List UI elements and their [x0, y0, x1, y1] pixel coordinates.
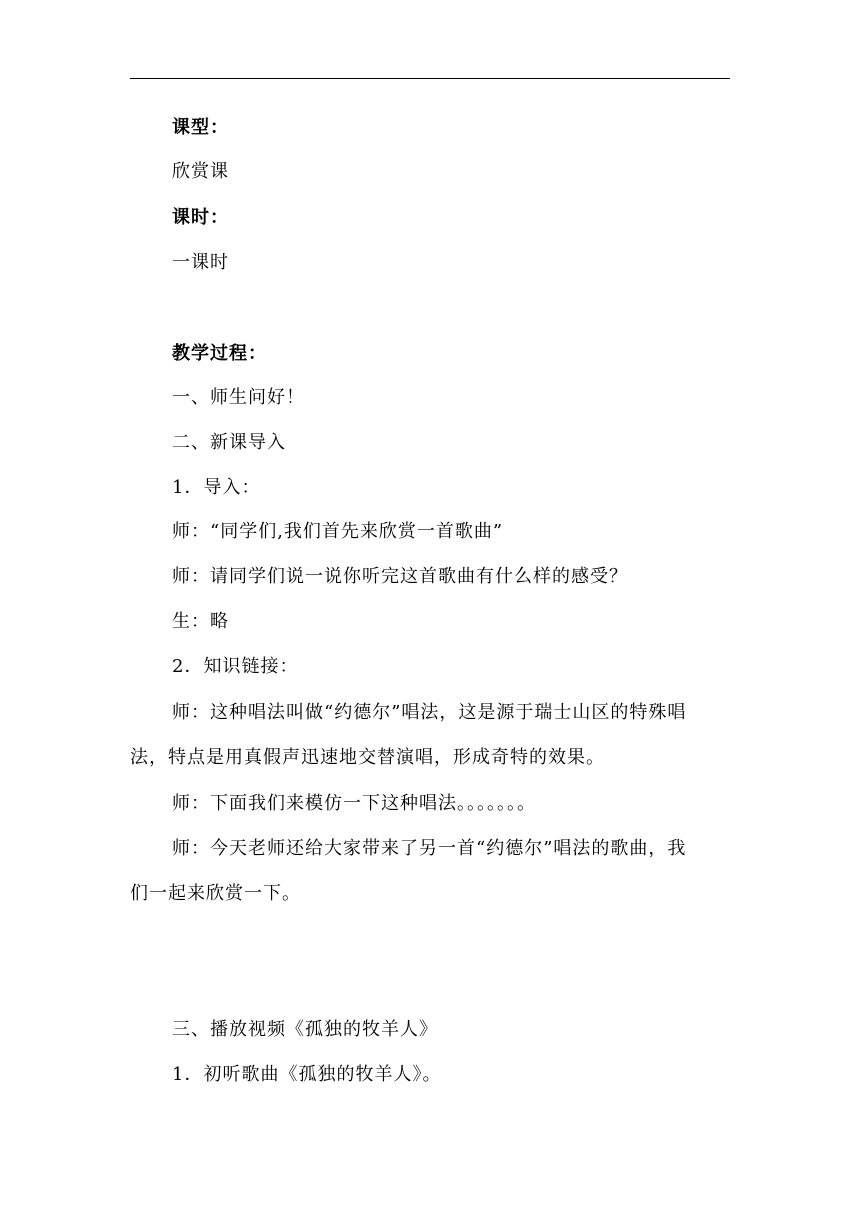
paragraph-line: 生：略	[172, 611, 229, 632]
lesson-hours-heading: 课时：	[172, 207, 229, 228]
paragraph-line: 1．导入：	[172, 477, 261, 498]
paragraph-line: 二、新课导入	[172, 432, 286, 453]
lesson-type-heading: 课型：	[172, 117, 229, 138]
paragraph-line: 三、播放视频《孤独的牧羊人》	[172, 1019, 438, 1040]
paragraph-line: 师：今天老师还给大家带来了另一首“约德尔”唱法的歌曲，我	[172, 838, 687, 859]
paragraph-line: 师：这种唱法叫做“约德尔”唱法，这是源于瑞士山区的特殊唱	[172, 702, 687, 723]
paragraph-line: 们一起来欣赏一下。	[130, 883, 301, 904]
teaching-process-heading: 教学过程：	[172, 343, 267, 364]
lesson-type-value: 欣赏课	[172, 161, 229, 182]
header-rule	[130, 78, 730, 79]
lesson-hours-value: 一课时	[172, 252, 229, 273]
paragraph-line: 一、师生问好！	[172, 387, 305, 408]
paragraph-line: 1．初听歌曲《孤独的牧羊人》。	[172, 1064, 442, 1085]
paragraph-line: 2．知识链接：	[172, 656, 299, 677]
paragraph-line: 师：下面我们来模仿一下这种唱法。。。。。。。	[172, 793, 536, 814]
paragraph-line: 师：请同学们说一说你听完这首歌曲有什么样的感受？	[172, 566, 628, 587]
paragraph-line: 师：“同学们,我们首先来欣赏一首歌曲”	[172, 521, 504, 542]
paragraph-line: 法，特点是用真假声迅速地交替演唱，形成奇特的效果。	[130, 747, 605, 768]
